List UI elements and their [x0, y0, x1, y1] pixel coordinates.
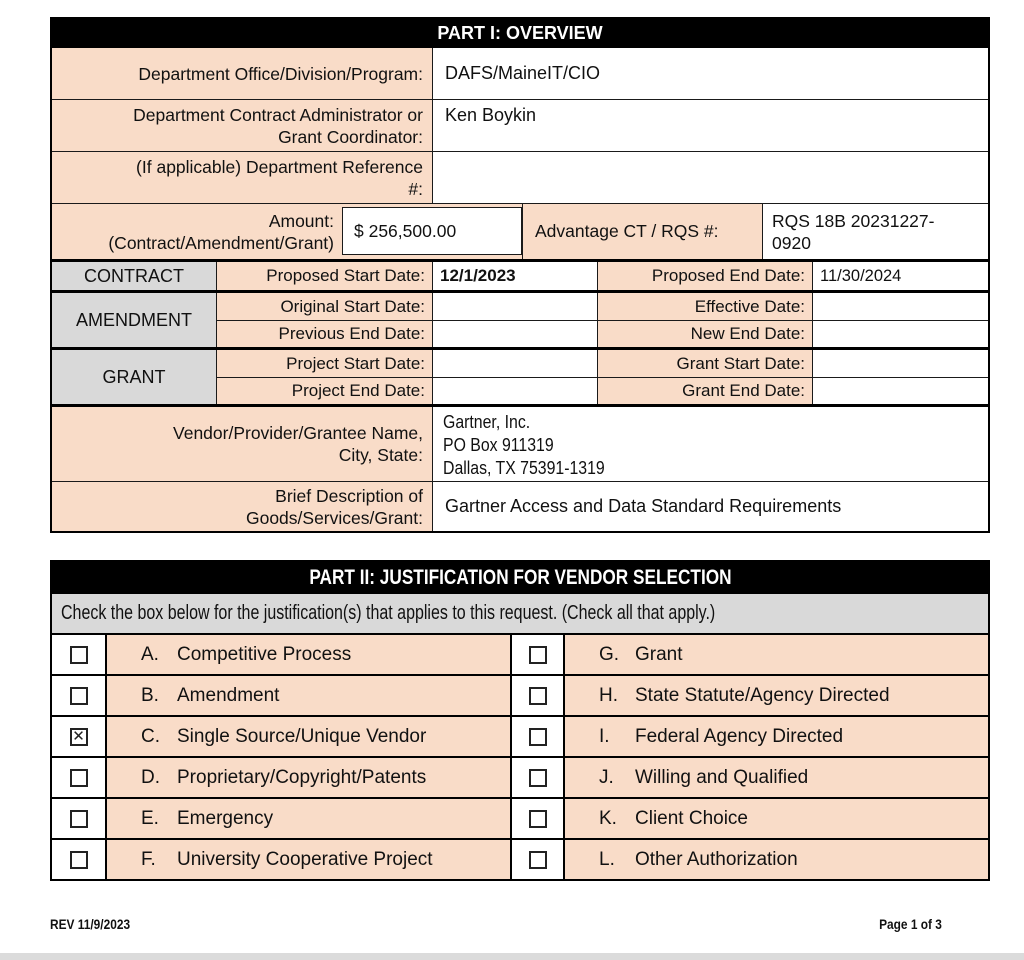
- grant-end-field[interactable]: [812, 378, 988, 404]
- checkbox-h-box[interactable]: [529, 687, 547, 705]
- proposed-end-field[interactable]: 11/30/2024: [812, 262, 988, 290]
- checkbox-e[interactable]: [52, 799, 105, 838]
- checkbox-f-box[interactable]: [70, 851, 88, 869]
- label-c: C. Single Source/Unique Vendor: [105, 717, 510, 756]
- row-vendor: [52, 404, 988, 481]
- label-g: G. Grant: [563, 635, 988, 674]
- checkbox-a[interactable]: [52, 635, 105, 674]
- grant-start-label: Grant Start Date:: [597, 350, 812, 377]
- label-i: I. Federal Agency Directed: [563, 717, 988, 756]
- justification-row-1: [52, 633, 988, 674]
- amendment-group: [52, 290, 988, 347]
- original-start-label: Original Start Date:: [217, 293, 432, 320]
- row-reference: [52, 151, 988, 203]
- original-start-field[interactable]: [432, 293, 597, 320]
- amount-value-field[interactable]: $ 256,500.00: [342, 207, 522, 255]
- previous-end-label: Previous End Date:: [217, 321, 432, 347]
- reference-label: (If applicable) Department Reference #:: [52, 152, 432, 203]
- checkbox-g-box[interactable]: [529, 646, 547, 664]
- administrator-value-field[interactable]: Ken Boykin: [432, 100, 988, 151]
- department-label: Department Office/Division/Program:: [52, 48, 432, 99]
- amount-label: Amount: (Contract/Amendment/Grant): [108, 210, 334, 253]
- row-administrator: [52, 99, 988, 151]
- checkbox-l[interactable]: [510, 840, 563, 879]
- project-end-label: Project End Date:: [217, 378, 432, 404]
- amendment-row-1: [217, 293, 988, 320]
- checkbox-d[interactable]: [52, 758, 105, 797]
- vendor-label: Vendor/Provider/Grantee Name, City, State:: [52, 407, 432, 481]
- grant-row-2: [217, 377, 988, 404]
- label-f: F. University Cooperative Project: [105, 840, 510, 879]
- new-end-label: New End Date:: [597, 321, 812, 347]
- proposed-start-field[interactable]: 12/1/2023: [432, 262, 597, 290]
- checkbox-d-box[interactable]: [70, 769, 88, 787]
- checkbox-f[interactable]: [52, 840, 105, 879]
- justification-row-4: [52, 756, 988, 797]
- amendment-group-label: AMENDMENT: [52, 293, 217, 347]
- label-j: J. Willing and Qualified: [563, 758, 988, 797]
- checkbox-e-box[interactable]: [70, 810, 88, 828]
- grant-start-field[interactable]: [812, 350, 988, 377]
- grant-end-label: Grant End Date:: [597, 378, 812, 404]
- project-end-field[interactable]: [432, 378, 597, 404]
- justification-row-3: [52, 715, 988, 756]
- vendor-value-field[interactable]: [432, 407, 988, 481]
- page-footer: [50, 916, 942, 932]
- contract-group-label: CONTRACT: [52, 262, 217, 290]
- checkbox-i-box[interactable]: [529, 728, 547, 746]
- new-end-field[interactable]: [812, 321, 988, 347]
- contract-group: [52, 259, 988, 290]
- checkbox-b[interactable]: [52, 676, 105, 715]
- part2-header: PART II: JUSTIFICATION FOR VENDOR SELECTION: [52, 562, 988, 594]
- grant-group: [52, 347, 988, 404]
- checkbox-a-box[interactable]: [70, 646, 88, 664]
- checkbox-l-box[interactable]: [529, 851, 547, 869]
- row-brief-description: [52, 481, 988, 531]
- vendor-address: Gartner, Inc. PO Box 911319 Dallas, TX 75391-1319: [443, 412, 605, 478]
- part2-table: [50, 560, 990, 881]
- amount-label-area: [52, 204, 522, 259]
- justification-row-5: [52, 797, 988, 838]
- proposed-end-label: Proposed End Date:: [597, 262, 812, 290]
- part2-instruction: Check the box below for the justification(s) that applies to this request. (Check all that apply.): [52, 594, 988, 633]
- page-edge-strip: [0, 953, 1024, 960]
- effective-date-field[interactable]: [812, 293, 988, 320]
- label-d: D. Proprietary/Copyright/Patents: [105, 758, 510, 797]
- label-e: E. Emergency: [105, 799, 510, 838]
- advantage-label: Advantage CT / RQS #:: [522, 204, 762, 259]
- grant-group-label: GRANT: [52, 350, 217, 404]
- grant-row-1: [217, 350, 988, 377]
- part1-table: [50, 17, 990, 533]
- department-value-field[interactable]: DAFS/MaineIT/CIO: [432, 48, 988, 99]
- row-amount: [52, 203, 988, 259]
- reference-value-field[interactable]: [432, 152, 988, 203]
- previous-end-field[interactable]: [432, 321, 597, 347]
- checkbox-h[interactable]: [510, 676, 563, 715]
- proposed-start-label: Proposed Start Date:: [217, 262, 432, 290]
- label-l: L. Other Authorization: [563, 840, 988, 879]
- checkbox-k-box[interactable]: [529, 810, 547, 828]
- checkbox-g[interactable]: [510, 635, 563, 674]
- project-start-label: Project Start Date:: [217, 350, 432, 377]
- part1-header: PART I: OVERVIEW: [52, 19, 988, 48]
- justification-row-6: [52, 838, 988, 879]
- effective-date-label: Effective Date:: [597, 293, 812, 320]
- row-department: [52, 48, 988, 99]
- checkbox-b-box[interactable]: [70, 687, 88, 705]
- brief-description-label: Brief Description of Goods/Services/Grant:: [52, 482, 432, 531]
- footer-page-number: Page 1 of 3: [879, 916, 942, 932]
- amendment-row-2: [217, 320, 988, 347]
- justification-row-2: [52, 674, 988, 715]
- document-body: [50, 17, 990, 881]
- contract-dates-row: [217, 262, 988, 290]
- advantage-value-field[interactable]: RQS 18B 20231227- 0920: [762, 204, 988, 259]
- brief-description-field[interactable]: Gartner Access and Data Standard Requirements: [432, 482, 988, 531]
- checkbox-c-box[interactable]: ✕: [70, 728, 88, 746]
- checkbox-k[interactable]: [510, 799, 563, 838]
- footer-rev: REV 11/9/2023: [50, 916, 131, 932]
- checkbox-i[interactable]: [510, 717, 563, 756]
- administrator-label: Department Contract Administrator or Grant Coordinator:: [52, 100, 432, 151]
- checkbox-j-box[interactable]: [529, 769, 547, 787]
- label-a: A. Competitive Process: [105, 635, 510, 674]
- label-k: K. Client Choice: [563, 799, 988, 838]
- label-b: B. Amendment: [105, 676, 510, 715]
- project-start-field[interactable]: [432, 350, 597, 377]
- label-h: H. State Statute/Agency Directed: [563, 676, 988, 715]
- checkbox-c[interactable]: [52, 717, 105, 756]
- checkbox-j[interactable]: [510, 758, 563, 797]
